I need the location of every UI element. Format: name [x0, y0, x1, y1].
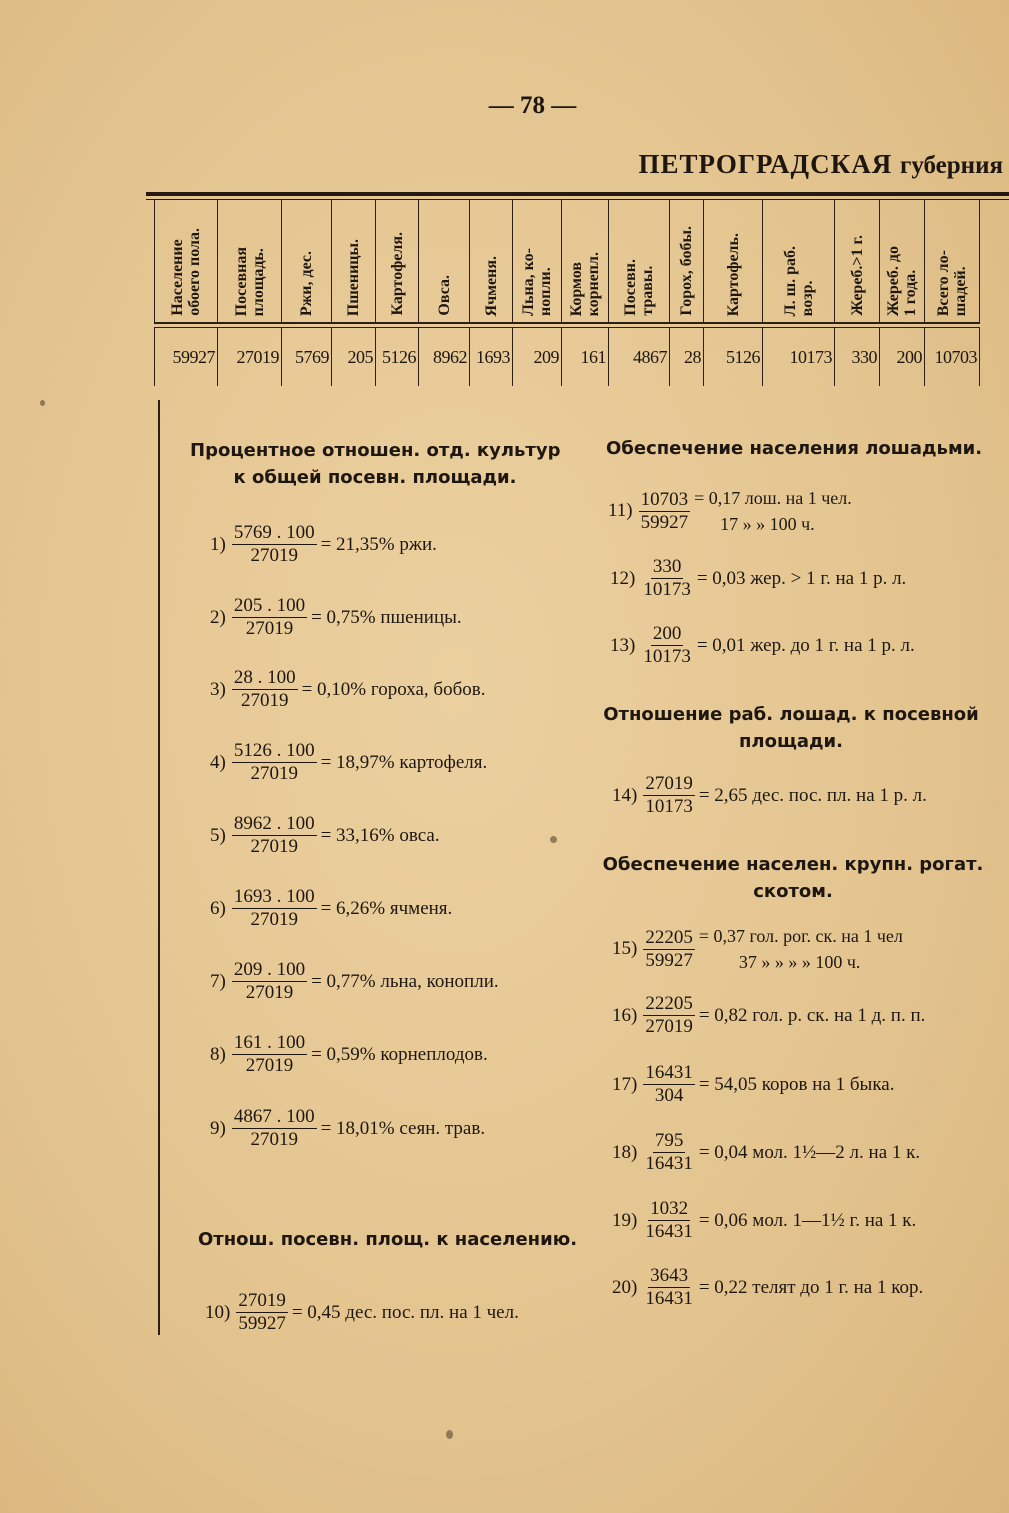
table-header-cell: Овса.	[419, 200, 470, 322]
table-value-cell: 10173	[763, 328, 835, 386]
province-name: ПЕТРОГРАДСКАЯ	[638, 149, 893, 179]
table-header-cell: Картофеля.	[376, 200, 419, 322]
table-header-cell: Посевная площадь.	[218, 200, 282, 322]
formula-1: 1) $\frac{5769 . 100}{27019}$ = 21,35% ржи.	[210, 522, 437, 566]
section-title-crop-percent: Процентное отношен. отд. культур к общей посевн. площади.	[190, 440, 561, 488]
table-header-cell: Картофель.	[704, 200, 763, 322]
table-header-cell: Жереб. до 1 года.	[880, 200, 925, 322]
table-top-rule	[146, 192, 1009, 196]
ink-blot	[550, 836, 557, 843]
formula-18: 18) $\frac{795}{16431}$ = 0,04 мол. 1½—2 л. на 1 к.	[612, 1130, 921, 1174]
formula-14: 14) $\frac{27019}{10173}$ = 2,65 дес. пос. пл. на 1 р. л.	[612, 773, 927, 817]
table-header-cell: Жереб.>1 г.	[835, 200, 880, 322]
table-header-cell: Всего ло- шадей.	[925, 200, 980, 322]
table-value-cell: 27019	[218, 328, 282, 386]
formula-9: 9) $\frac{4867 . 100}{27019}$ = 18,01% сеян. трав.	[210, 1106, 486, 1150]
table-value-cell: 59927	[154, 328, 218, 386]
table-value-cell: 8962	[419, 328, 470, 386]
table-header-cell: Население обоего пола.	[154, 200, 218, 322]
table-value-cell: 209	[513, 328, 562, 386]
table-header-cell: Горох, бобы.	[670, 200, 704, 322]
formula-7: 7) $\frac{209 . 100}{27019}$ = 0,77% льна, конопли.	[210, 959, 499, 1003]
page-number: — 78 —	[488, 92, 577, 119]
formula-11: 11) $\frac{10703}{59927}$ = 0,17 лош. на 1 чел. 17 » » 100 ч.	[608, 488, 852, 534]
table-header-cell: Ячменя.	[470, 200, 513, 322]
formula-2: 2) $\frac{205 . 100}{27019}$ = 0,75% пшеницы.	[210, 595, 462, 639]
section-title-area-per-population: Отнош. посевн. площ. к населению.	[197, 1229, 578, 1250]
formula-5: 5) $\frac{8962 . 100}{27019}$ = 33,16% овса.	[210, 813, 440, 857]
table-header-cell: Пшеницы.	[332, 200, 376, 322]
table-value-cell: 5769	[282, 328, 332, 386]
ink-blot	[40, 400, 45, 406]
table-header-cell: Ржи, дес.	[282, 200, 332, 322]
province-title	[638, 149, 1003, 180]
table-value-cell: 161	[562, 328, 609, 386]
formula-10: 10) $\frac{27019}{59927}$ = 0,45 дес. пос. пл. на 1 чел.	[205, 1290, 519, 1334]
ink-blot	[446, 1430, 453, 1439]
formula-17: 17) $\frac{16431}{304}$ = 54,05 коров на 1 быка.	[612, 1062, 895, 1106]
table-value-cell: 1693	[470, 328, 513, 386]
table-header-cell: Льна, ко- нопли.	[513, 200, 562, 322]
formula-13: 13) $\frac{200}{10173}$ = 0,01 жер. до 1 г. на 1 р. л.	[610, 623, 915, 667]
table-header-cell: Посевн. травы.	[609, 200, 670, 322]
table-value-cell: 5126	[704, 328, 763, 386]
formula-6: 6) $\frac{1693 . 100}{27019}$ = 6,26% ячменя.	[210, 886, 453, 930]
table-header-cell: Кормов корнепл.	[562, 200, 609, 322]
table-value-cell: 4867	[609, 328, 670, 386]
table-value-cell: 28	[670, 328, 704, 386]
table-grid	[154, 200, 1009, 386]
section-title-work-horses: Отношение раб. лошад. к посевной площади.	[603, 704, 979, 752]
formula-20: 20) $\frac{3643}{16431}$ = 0,22 телят до 1 г. на 1 кор.	[612, 1265, 924, 1309]
formula-16: 16) $\frac{22205}{27019}$ = 0,82 гол. р. ск. на 1 д. п. п.	[612, 993, 926, 1037]
table-value-cell: 330	[835, 328, 880, 386]
formula-4: 4) $\frac{5126 . 100}{27019}$ = 18,97% картофеля.	[210, 740, 488, 784]
table-header-cell: Л. ш. раб. возр.	[763, 200, 835, 322]
formula-15: 15) $\frac{22205}{59927}$ = 0,37 гол. рог. ск. на 1 чел 37 » » » » 100 ч.	[612, 926, 903, 972]
table-value-cell: 200	[880, 328, 925, 386]
table-value-cell: 10703	[925, 328, 980, 386]
table-value-cell: 205	[332, 328, 376, 386]
formula-3: 3) $\frac{28 . 100}{27019}$ = 0,10% гороха, бобов.	[210, 667, 486, 711]
statistics-table	[146, 192, 1009, 402]
province-suffix: губерния	[899, 152, 1003, 179]
formula-12: 12) $\frac{330}{10173}$ = 0,03 жер. > 1 г. на 1 р. л.	[610, 556, 907, 600]
formula-8: 8) $\frac{161 . 100}{27019}$ = 0,59% корнеплодов.	[210, 1032, 488, 1076]
formula-19: 19) $\frac{1032}{16431}$ = 0,06 мол. 1—1½ г. на 1 к.	[612, 1198, 917, 1242]
section-title-cattle: Обеспечение населен. крупн. рогат. скотом.	[602, 854, 984, 902]
table-value-cell: 5126	[376, 328, 419, 386]
left-margin-rule	[158, 400, 160, 1335]
section-title-horses: Обеспечение населения лошадьми.	[606, 438, 983, 459]
